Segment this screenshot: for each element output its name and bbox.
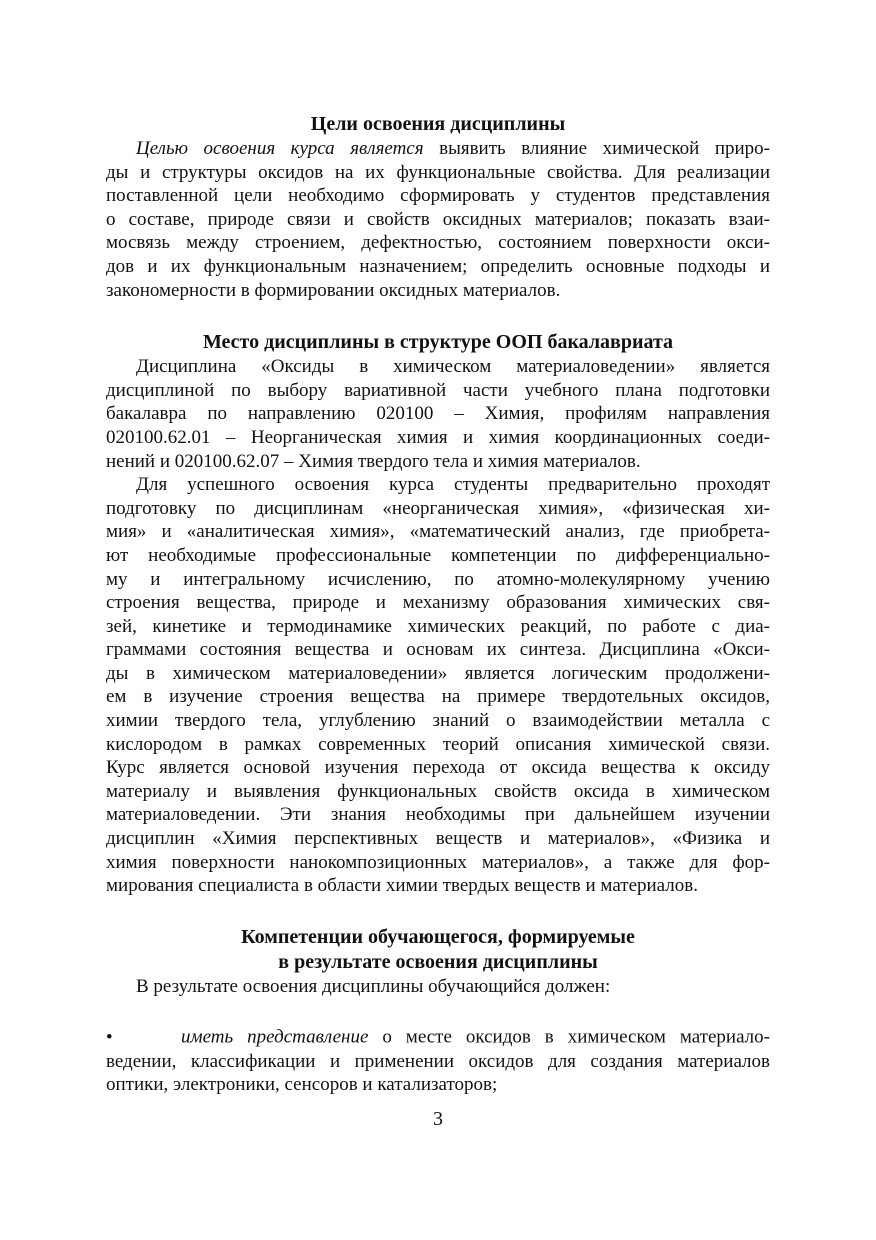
- place-p2-line-7: зей, кинетике и термодинамике химических реакций, по работе с диа-: [106, 615, 770, 637]
- place-p2-line-13: Курс является основой изучения перехода от оксида вещества к оксиду: [106, 757, 770, 779]
- section-title-goals: Цели освоения дисциплины: [310, 113, 566, 135]
- goals-lead-italic: Целью освоения курса является: [136, 138, 424, 159]
- place-p2-line-9: ды в химическом материаловедении» является логическим продолжени-: [106, 662, 770, 684]
- place-p2-line-12: кислородом в рамках современных теорий описания химической связи.: [106, 733, 770, 755]
- place-p2-line-5: му и интегральному исчислению, по атомно-молекулярному учению: [106, 568, 770, 590]
- section-title-competencies: [106, 925, 770, 975]
- place-p2-line-10: ем в изучение строения вещества на примере твердотельных оксидов,: [106, 686, 770, 708]
- place-p2-line-1: Для успешного освоения курса студенты предварительно проходят: [136, 474, 770, 496]
- goals-line-6: дов и их функциональным назначением; определить основные подходы и: [106, 255, 770, 277]
- place-p2-line-16: дисциплин «Химия перспективных веществ и материалов», «Физика и: [106, 828, 770, 850]
- place-p2-line-3: мия» и «аналитическая химия», «математический анализ, где приобрета-: [106, 521, 770, 543]
- bullet1-italic: иметь представление: [181, 1027, 369, 1048]
- bullet-item-1: [106, 1002, 770, 1096]
- bullet-icon: •: [106, 1027, 113, 1048]
- place-p2-line-2: подготовку по дисциплинам «неорганическая химия», «физическая хи-: [106, 497, 770, 519]
- place-p2-line-15: материаловедении. Эти знания необходимы при дальнейшем изучении: [106, 804, 770, 826]
- goals-line-1: выявить влияние химической приро-: [423, 138, 770, 159]
- paragraph-place-2: [106, 473, 770, 898]
- place-p1-line-3: бакалавра по направлению 020100 – Химия, профилям направления: [106, 403, 770, 425]
- place-p1-line-1: Дисциплина «Оксиды в химическом материаловедении» является: [136, 356, 770, 378]
- goals-line-4: о составе, природе связи и свойств оксидных материалов; показать взаи-: [106, 208, 770, 230]
- goals-line-2: ды и структуры оксидов на их функциональные свойства. Для реализации: [106, 161, 770, 183]
- goals-line-5: мосвязь между строением, дефектностью, состоянием поверхности окси-: [106, 232, 770, 254]
- place-p2-line-17: химия поверхности нанокомпозиционных материалов», а также для фор-: [106, 851, 770, 873]
- paragraph-place-1: [106, 355, 770, 473]
- goals-line-7: закономерности в формировании оксидных материалов.: [106, 279, 561, 301]
- competencies-title-line-1: Компетенции обучающегося, формируемые: [241, 925, 635, 948]
- section-title-place: Место дисциплины в структуре ООП бакалавриата: [202, 331, 674, 354]
- place-p1-line-4: 020100.62.01 – Неорганическая химия и химия координационных соеди-: [106, 426, 770, 448]
- place-p2-line-8: граммами состояния вещества и основам их синтеза. Дисциплина «Окси-: [106, 639, 770, 661]
- place-p2-line-4: ют необходимые профессиональные компетенции по дифференциально-: [106, 544, 770, 566]
- place-p2-line-6: строения вещества, природе и механизму образования химических свя-: [106, 592, 770, 614]
- bullet1-line-2: ведении, классификации и применении оксидов для создания материалов: [106, 1050, 770, 1072]
- place-p2-line-14: материалу и выявления функциональных свойств оксида в химическом: [106, 780, 770, 802]
- paragraph-competencies-intro: [106, 975, 770, 999]
- goals-line-3: поставленной цели необходимо сформировать у студентов представления: [106, 185, 770, 207]
- bullet1-line-3: оптики, электроники, сенсоров и катализаторов;: [106, 1074, 498, 1096]
- competencies-title-line-2: в результате освоения дисциплины: [278, 950, 598, 973]
- document-page: [106, 112, 770, 1097]
- paragraph-goals: [106, 137, 770, 302]
- bullet1-line-1: о месте оксидов в химическом материало-: [368, 1027, 770, 1048]
- place-p2-line-18: мирования специалиста в области химии твердых веществ и материалов.: [106, 875, 698, 897]
- place-p2-line-11: химии твердого тела, углублению знаний о взаимодействии металла с: [106, 710, 770, 732]
- place-p1-line-5: нений и 020100.62.07 – Химия твердого тела и химия материалов.: [106, 450, 641, 472]
- competencies-intro: В результате освоения дисциплины обучающийся должен:: [136, 975, 611, 997]
- page-number: 3: [433, 1108, 443, 1130]
- place-p1-line-2: дисциплиной по выбору вариативной части учебного плана подготовки: [106, 379, 770, 401]
